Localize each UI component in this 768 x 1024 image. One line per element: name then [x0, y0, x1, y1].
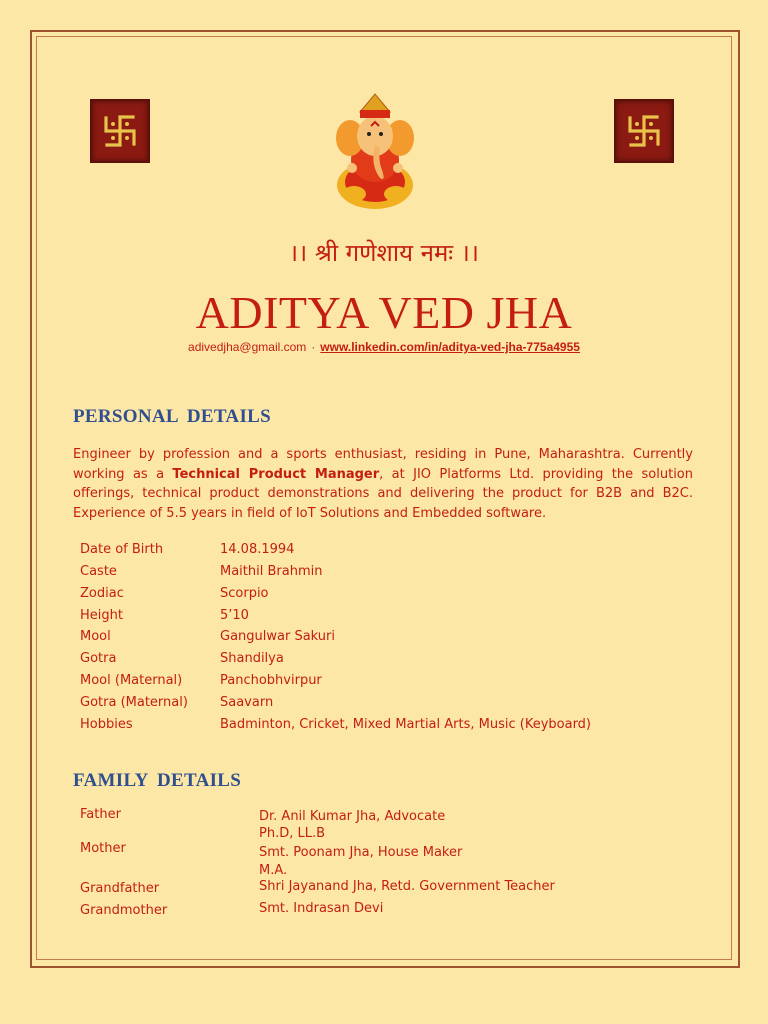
mother-education: M.A. [259, 863, 288, 878]
personal-details-heading: PERSONAL DETAILS [73, 406, 271, 427]
mool-value: Gangulwar Sakuri [220, 629, 336, 644]
father-education: Ph.D, LL.B [259, 826, 326, 841]
swastika-left-icon [90, 99, 150, 163]
caste-label: Caste [80, 564, 117, 579]
contact-separator: · [311, 340, 316, 354]
father-value: Dr. Anil Kumar Jha, Advocate [259, 809, 446, 824]
email-link[interactable]: adivedjha@gmail.com [188, 340, 307, 354]
zodiac-value: Scorpio [220, 586, 269, 601]
grandfather-label: Grandfather [80, 881, 160, 896]
zodiac-label: Zodiac [80, 586, 124, 601]
mool-maternal-label: Mool (Maternal) [80, 673, 183, 688]
candidate-name: ADITYA VED JHA [195, 287, 573, 338]
intro-paragraph [73, 445, 693, 523]
ganesha-icon [330, 90, 420, 212]
swastika-right-icon [614, 99, 674, 163]
mother-value: Smt. Poonam Jha, House Maker [259, 845, 463, 860]
dob-value: 14.08.1994 [220, 542, 295, 557]
mool-maternal-value: Panchobhvirpur [220, 673, 322, 688]
contact-line [0, 340, 768, 354]
mool-label: Mool [80, 629, 111, 644]
hobbies-value: Badminton, Cricket, Mixed Martial Arts, Music (Keyboard) [220, 717, 592, 732]
height-label: Height [80, 608, 123, 623]
gotra-maternal-label: Gotra (Maternal) [80, 695, 188, 710]
linkedin-link[interactable]: www.linkedin.com/in/aditya-ved-jha-775a4955 [320, 340, 580, 354]
grandfather-value: Shri Jayanand Jha, Retd. Government Teacher [259, 879, 555, 894]
gotra-value: Shandilya [220, 651, 284, 666]
height-value: 5’10 [220, 608, 249, 623]
ganesh-mantra: ।। श्री गणेशाय नमः ।। [289, 239, 479, 267]
intro-job-title: Technical Product Manager [172, 466, 380, 482]
hobbies-label: Hobbies [80, 717, 133, 732]
grandmother-label: Grandmother [80, 903, 168, 918]
caste-value: Maithil Brahmin [220, 564, 323, 579]
intro-text-1: Engineer by profession and a sports enthusiast, residing in Pune, Maharashtra. Currently working as a [73, 447, 693, 482]
gotra-label: Gotra [80, 651, 117, 666]
mother-label: Mother [80, 841, 126, 856]
grandmother-value: Smt. Indrasan Devi [259, 901, 384, 916]
family-details-heading: FAMILY DETAILS [73, 770, 242, 791]
dob-label: Date of Birth [80, 542, 164, 557]
intro-text-2: , at JIO Platforms Ltd. providing the solution offerings, technical product demonstrations and delivering the product for B2B and B2C. Experience of 5.5 years in field of IoT Solutions and Embedded software. [73, 466, 693, 521]
gotra-maternal-value: Saavarn [220, 695, 274, 710]
father-label: Father [80, 807, 121, 822]
